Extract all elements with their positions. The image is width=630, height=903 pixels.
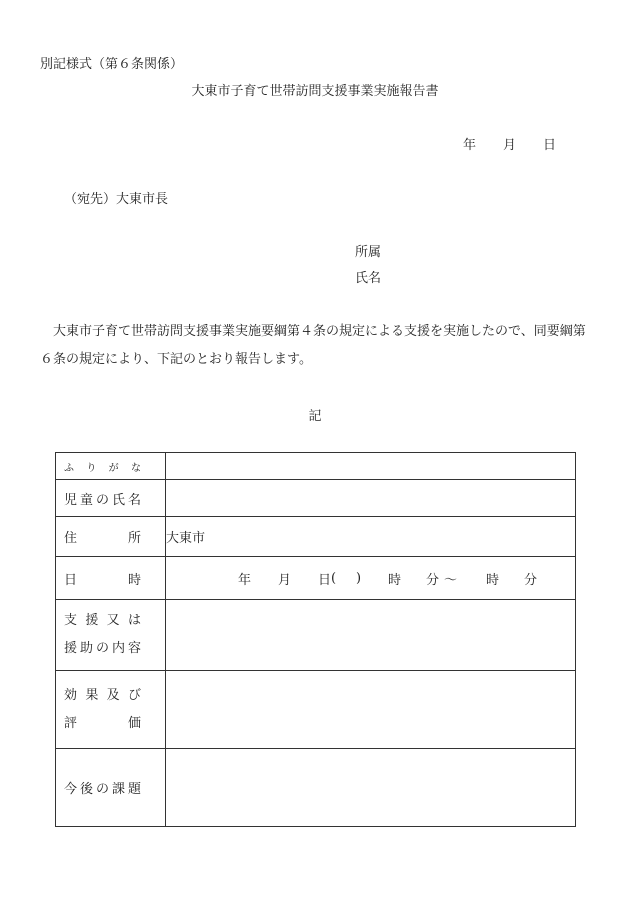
furigana-label <box>56 453 166 480</box>
dt-paren-close: ) <box>356 570 362 586</box>
label-char: 時 <box>127 572 141 588</box>
sender-name-label: 氏名 <box>355 271 382 286</box>
label-char: 援 <box>64 641 78 656</box>
label-char: 童 <box>79 492 93 508</box>
label-char: 容 <box>127 641 141 656</box>
label-char: 効 <box>64 687 78 703</box>
address-label <box>56 517 166 557</box>
document-title: 大東市子育て世帯訪問支援事業実施報告書 <box>191 84 439 99</box>
label-char: 支 <box>64 613 78 628</box>
address-value[interactable]: 大東市 <box>166 517 576 557</box>
dt-hour-start: 時 <box>388 572 402 588</box>
label-char: ふ <box>64 462 74 474</box>
row-child-name <box>56 480 576 517</box>
effect-value[interactable] <box>166 671 576 749</box>
sender-affiliation-label: 所属 <box>355 245 382 260</box>
label-char: な <box>130 462 141 474</box>
label-char: 題 <box>127 782 141 797</box>
row-future-issues <box>56 749 576 827</box>
dt-minute-start: 分 <box>426 572 440 588</box>
label-char: の <box>95 641 109 656</box>
child-name-value[interactable] <box>166 480 576 517</box>
row-effect <box>56 671 576 749</box>
label-char: 内 <box>111 641 125 656</box>
datetime-value[interactable] <box>166 557 576 600</box>
date-year: 年 <box>463 138 477 153</box>
dt-day: 日 <box>318 572 332 588</box>
addressee: （宛先）大東市長 <box>64 192 169 207</box>
label-char: 日 <box>64 572 78 588</box>
label-char: は <box>127 613 141 628</box>
date-month: 月 <box>503 138 517 153</box>
row-support <box>56 600 576 671</box>
label-char: 助 <box>79 641 93 656</box>
label-char: の <box>95 782 109 797</box>
label-char: 援 <box>85 613 99 628</box>
date-line <box>463 134 556 153</box>
label-char: 果 <box>85 687 99 703</box>
dt-hour-end: 時 <box>486 572 500 588</box>
effect-label <box>56 671 166 749</box>
dt-minute-end: 分 <box>524 572 538 588</box>
datetime-label <box>56 557 166 600</box>
date-day: 日 <box>543 138 557 153</box>
label-char: 価 <box>127 715 141 731</box>
support-value[interactable] <box>166 600 576 671</box>
row-furigana <box>56 453 576 480</box>
row-datetime <box>56 557 576 600</box>
label-char: 名 <box>127 492 141 508</box>
row-address <box>56 517 576 557</box>
label-char: 児 <box>64 492 78 508</box>
ki-heading: 記 <box>308 409 322 424</box>
dt-month: 月 <box>278 572 292 588</box>
furigana-value[interactable] <box>166 453 576 480</box>
label-char: 氏 <box>111 492 125 508</box>
future-issues-label <box>56 749 166 827</box>
label-char: び <box>127 687 141 703</box>
label-char: 評 <box>64 715 78 731</box>
label-char: 後 <box>79 782 93 797</box>
label-char: 今 <box>64 782 78 797</box>
label-char: 所 <box>127 531 141 546</box>
body-text: 大東市子育て世帯訪問支援事業実施要綱第４条の規定による支援を実施したので、同要綱第６条の規定により、下記のとおり報告します。 <box>40 324 586 367</box>
future-issues-value[interactable] <box>166 749 576 827</box>
label-char: 又 <box>106 613 120 628</box>
dt-tilde: ～ <box>444 572 458 588</box>
label-char: り <box>86 462 97 474</box>
record-table <box>55 452 576 827</box>
label-char: 課 <box>111 782 125 797</box>
label-char: の <box>95 492 109 508</box>
dt-year: 年 <box>238 572 252 588</box>
dt-paren-open: ( <box>331 570 337 586</box>
support-label <box>56 600 166 671</box>
child-name-label <box>56 480 166 517</box>
label-char: 住 <box>64 531 78 546</box>
form-label: 別記様式（第６条関係） <box>40 57 184 72</box>
label-char: が <box>108 462 119 474</box>
label-char: 及 <box>106 687 120 703</box>
